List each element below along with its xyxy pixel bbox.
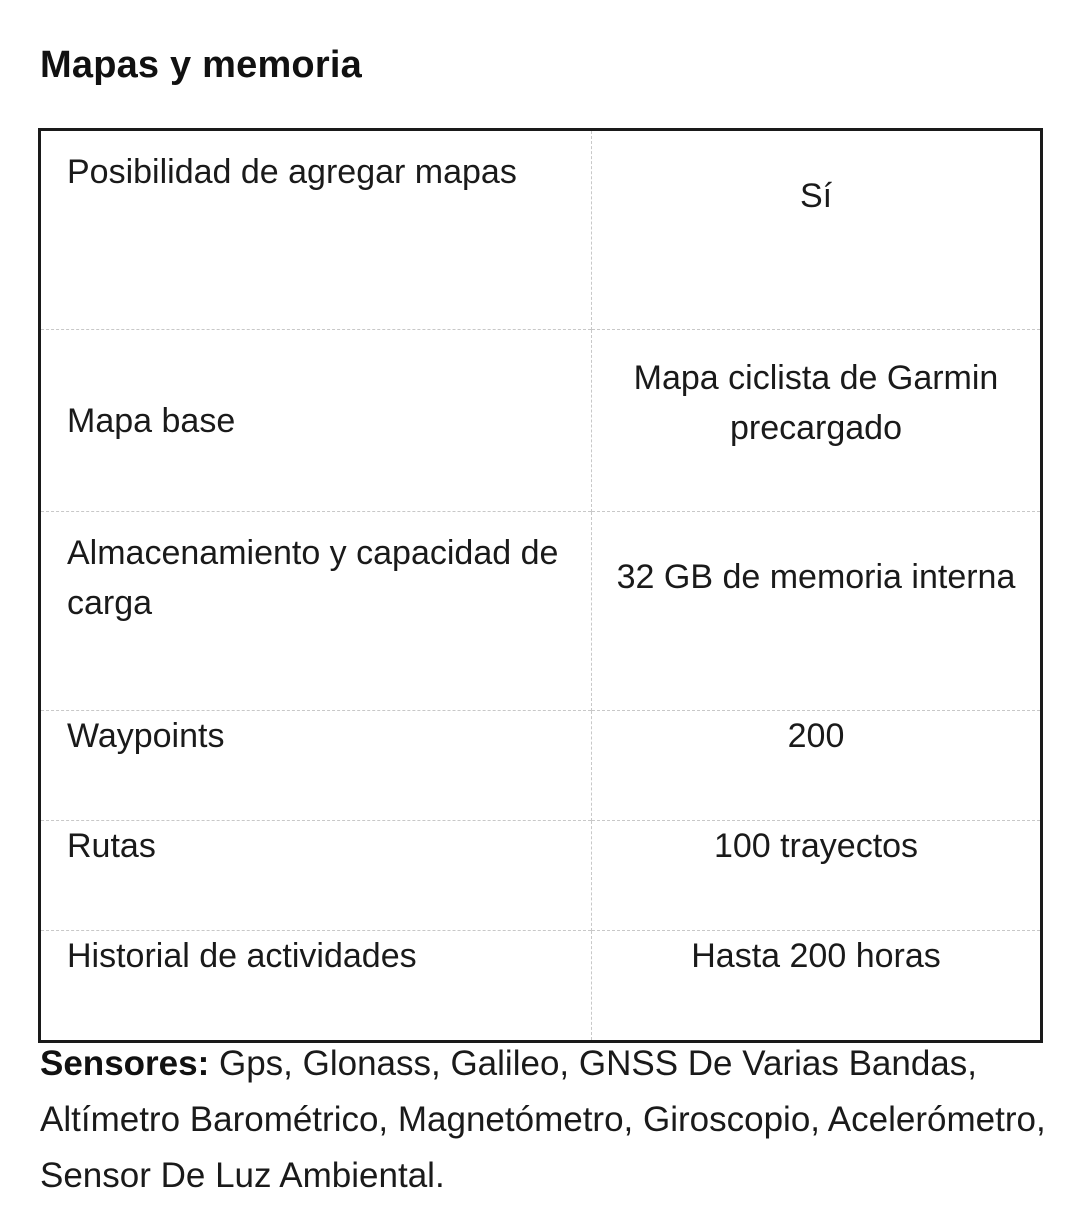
table-row xyxy=(40,512,1042,711)
spec-label: Almacenamiento y capacidad de carga xyxy=(40,512,592,711)
spec-label: Mapa base xyxy=(40,330,592,512)
sensors-label: Sensores: xyxy=(40,1044,210,1083)
spec-value: 200 xyxy=(592,711,1042,821)
spec-label: Waypoints xyxy=(40,711,592,821)
specs-table xyxy=(38,128,1043,1043)
spec-value: Sí xyxy=(799,177,833,215)
section-title: Mapas y memoria xyxy=(40,44,362,86)
table-row xyxy=(40,931,1042,1042)
table-row xyxy=(40,711,1042,821)
spec-value: 100 trayectos xyxy=(592,821,1042,931)
table-row xyxy=(40,821,1042,931)
spec-value: Mapa ciclista de Garmin precargado xyxy=(592,330,1042,512)
spec-label: Posibilidad de agregar mapas xyxy=(40,130,592,330)
table-row xyxy=(40,130,1042,330)
sensors-paragraph xyxy=(40,1036,1050,1204)
spec-label: Rutas xyxy=(40,821,592,931)
spec-value: Hasta 200 horas xyxy=(592,931,1042,1042)
table-row xyxy=(40,330,1042,512)
spec-value: 32 GB de memoria interna xyxy=(592,512,1042,711)
sensors-list: Gps, Glonass, Galileo, GNSS De Varias Bandas, Altímetro Barométrico, Magnetómetro, Giroscopio, Acelerómetro, Sensor De Luz Ambiental. xyxy=(40,1044,1046,1195)
spec-label: Historial de actividades xyxy=(40,931,592,1042)
